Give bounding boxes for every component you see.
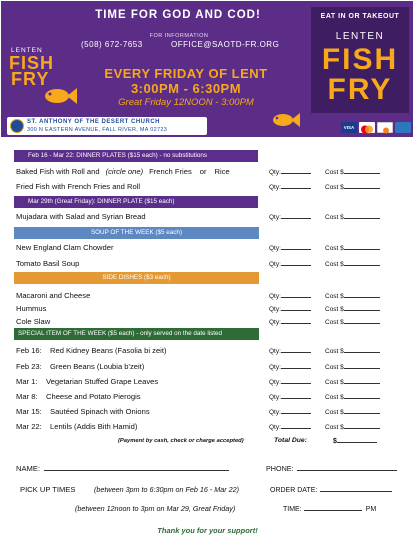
qty-field[interactable]: Qty:	[269, 376, 311, 387]
cost-field[interactable]: Cost $	[325, 303, 380, 314]
payment-note: (Payment by cash, check or charge accepted)	[118, 438, 244, 444]
cost-field[interactable]: Cost $	[325, 361, 380, 372]
menu-item-clam-chowder: New England Clam Chowder	[16, 243, 114, 252]
banner-email: OFFICE@SAOTD-FR.ORG	[171, 40, 280, 49]
pickup-window-2: (between 12noon to 3pm on Mar 29, Great Friday)	[75, 504, 236, 513]
option-french-fries[interactable]: French Fries	[149, 167, 192, 176]
special-item-header: SPECIAL ITEM OF THE WEEK ($5 each) - only served on the date listed	[14, 328, 259, 340]
logo-fish-small: FISH	[9, 53, 55, 73]
special-mar8: Mar 8: Cheese and Potato Pierogis	[16, 392, 141, 401]
special-mar22: Mar 22: Lentils (Addis Bith Hamid)	[16, 422, 138, 431]
menu-item-fried-fish: Fried Fish with French Fries and Roll	[16, 182, 141, 191]
cost-field[interactable]: Cost $	[325, 290, 380, 301]
menu-item-mac-cheese: Macaroni and Cheese	[16, 291, 91, 300]
item-name: Baked Fish with Roll and	[16, 167, 100, 176]
qty-field[interactable]: Qty:	[269, 303, 311, 314]
side-dishes-header: SIDE DISHES ($3 each)	[14, 272, 259, 284]
great-friday-header: Mar 29th (Great Friday): DINNER PLATE ($15 each)	[14, 196, 258, 208]
option-or: or	[199, 167, 207, 176]
soup-header: SOUP OF THE WEEK ($5 each)	[14, 227, 259, 239]
special-mar15: Mar 15: Sautéed Spinach with Onions	[16, 407, 150, 416]
pickup-time-field[interactable]: TIME: PM	[283, 503, 376, 514]
menu-item-hummus: Hummus	[16, 304, 47, 313]
option-rice[interactable]: Rice	[214, 167, 230, 176]
menu-item-tomato-soup: Tomato Basil Soup	[16, 259, 80, 268]
name-field[interactable]: NAME:	[16, 463, 229, 474]
qty-field[interactable]: Qty:	[269, 181, 311, 192]
order-date-field[interactable]: ORDER DATE:	[270, 484, 392, 495]
qty-field[interactable]: Qty:	[269, 345, 311, 356]
qty-field[interactable]: Qty:	[269, 242, 311, 253]
total-due-label: Total Due:	[274, 437, 307, 444]
item-choice-note: (circle one)	[105, 167, 144, 176]
logo-lenten-small: LENTEN	[11, 47, 43, 54]
pickup-times-label: PICK UP TIMES	[20, 485, 76, 494]
logo-fish-big: FISH	[321, 43, 399, 76]
qty-field[interactable]: Qty:	[269, 406, 311, 417]
info-label: FOR INFORMATION	[149, 33, 209, 39]
cost-field[interactable]: Cost $	[325, 376, 380, 387]
cost-field[interactable]: Cost $	[325, 406, 380, 417]
menu-item-baked-fish	[16, 166, 230, 177]
phone-field[interactable]: PHONE:	[266, 463, 397, 474]
cost-field[interactable]: Cost $	[325, 316, 380, 327]
banner-tagline: TIME FOR GOD AND COD!	[95, 9, 261, 21]
qty-field[interactable]: Qty:	[269, 290, 311, 301]
cost-field[interactable]: Cost $	[325, 345, 380, 356]
logo-fry-big: FRY	[327, 73, 393, 106]
logo-fry-small: FRY	[11, 69, 50, 89]
total-due-field[interactable]: $	[333, 435, 377, 446]
qty-field[interactable]: Qty:	[269, 361, 311, 372]
special-mar1: Mar 1: Vegetarian Stuffed Grape Leaves	[16, 377, 159, 386]
qty-field[interactable]: Qty:	[269, 211, 311, 222]
event-hours: 3:00PM - 6:30PM	[130, 81, 242, 96]
qty-field[interactable]: Qty:	[269, 316, 311, 327]
thank-you-note: Thank you for your support!	[157, 526, 258, 535]
logo-lenten-big: LENTEN	[335, 31, 385, 42]
cost-field[interactable]: Cost $	[325, 181, 380, 192]
church-address: 300 N EASTERN AVENUE, FALL RIVER, MA 02723	[27, 127, 168, 133]
menu-item-mujadara: Mujadara with Salad and Syrian Bread	[16, 212, 146, 221]
cost-field[interactable]: Cost $	[325, 421, 380, 432]
cost-field[interactable]: Cost $	[325, 166, 380, 177]
qty-field[interactable]: Qty:	[269, 421, 311, 432]
cost-field[interactable]: Cost $	[325, 242, 380, 253]
eat-in-takeout-label: EAT IN OR TAKEOUT	[320, 13, 400, 20]
dinner-plates-header: Feb 16 - Mar 22: DINNER PLATES ($15 each) - no substitutions	[14, 150, 258, 162]
visa-card-icon: VISA	[341, 122, 357, 133]
pickup-window-1: (between 3pm to 6:30pm on Feb 16 - Mar 22)	[94, 485, 240, 494]
cost-field[interactable]: Cost $	[325, 391, 380, 402]
banner-phone: (508) 672-7653	[81, 40, 143, 49]
cost-field[interactable]: Cost $	[325, 211, 380, 222]
special-feb23: Feb 23: Green Beans (Loubia b'zeit)	[16, 362, 145, 371]
church-name: ST. ANTHONY OF THE DESERT CHURCH	[27, 119, 161, 125]
qty-field[interactable]: Qty:	[269, 391, 311, 402]
cost-field[interactable]: Cost $	[325, 258, 380, 269]
special-feb16: Feb 16: Red Kidney Beans (Fasolia bi zeit)	[16, 346, 167, 355]
every-friday-text: EVERY FRIDAY OF LENT	[104, 66, 268, 81]
menu-item-cole-slaw: Cole Slaw	[16, 317, 51, 326]
great-friday-hours: Great Friday 12NOON - 3:00PM	[118, 97, 254, 108]
qty-field[interactable]: Qty:	[269, 258, 311, 269]
qty-field[interactable]: Qty:	[269, 166, 311, 177]
